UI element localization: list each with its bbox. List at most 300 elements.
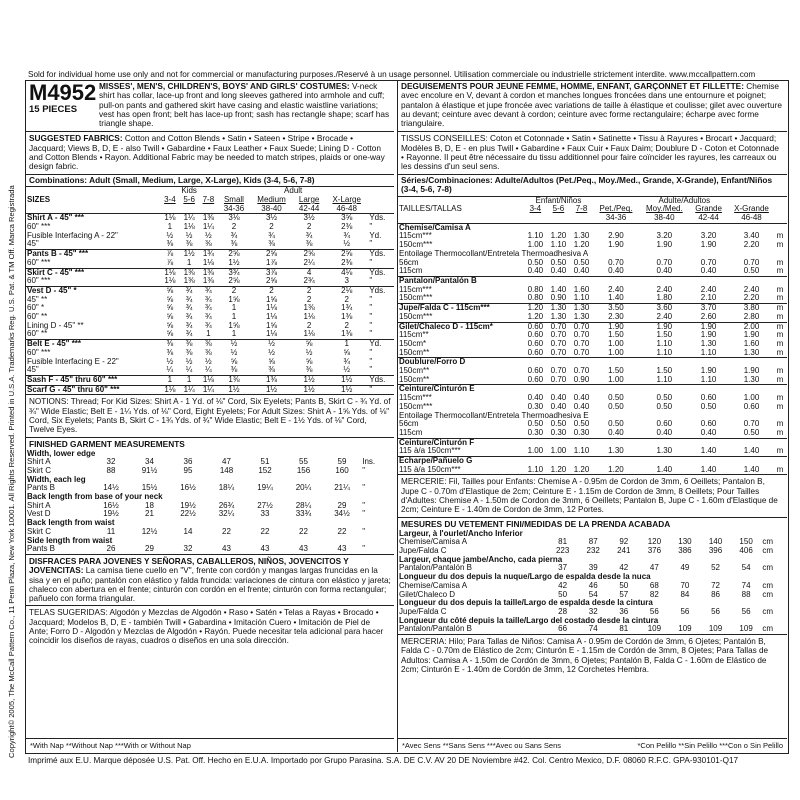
cell-value: 109 [647, 624, 662, 634]
cell-value: 1.60 [743, 338, 760, 348]
cell-value: 1⅛ [164, 384, 176, 394]
copyright-text: Copyright© 2005, The McCall Pattern Co., 11 Penn Plaza, New York 10001. All Rights Reserved. Printed in U.S.A. Trademarks Reg. U.S. Pat. & TM Off. Marca Registrada [7, 185, 16, 758]
cell-value: ⅜ [205, 339, 212, 349]
suggested-fabrics [26, 132, 394, 174]
row-label: Pants B - 45" *** [27, 249, 89, 259]
cell-value: 130 [678, 537, 692, 547]
size-header: 7-8 [575, 204, 588, 214]
cell-value: 0.40 [573, 393, 590, 403]
row-label: 115 à/a 150cm*** [399, 446, 461, 456]
size-header: 3-4 [529, 204, 542, 214]
cell-value: ¾ [185, 312, 193, 322]
size-header: 3-4 [164, 194, 176, 204]
cell-value: 81 [558, 537, 568, 547]
table-row [398, 304, 787, 313]
tissus-conseilles: TISSUS CONSEILLES: Coton et Cotonnade • Satin • Satinette • Tissu à Rayures • Brocart • Jacquard; Modèles B, D, E - en plus Twill • Gabardine • Faux Cuir • Faux Daim; Doublure D - Coton et Cotonnade • Rayonne. Il peut être nécessaire du tissu additionnel pour faire coïncider les rayures, les carreaux ou les dessins d'un seul sens. [398, 132, 787, 174]
size-header: Moy./Med. [645, 204, 683, 214]
cell-value: 59 [337, 457, 347, 467]
size-header [547, 214, 570, 223]
row-label: 150cm*** [399, 293, 433, 303]
cell-value: 0.40 [527, 393, 544, 403]
cell-value: 0.50 [573, 257, 590, 267]
size-header: Large [298, 194, 320, 204]
size-header: 42-44 [298, 203, 320, 213]
unit-label: m [776, 303, 784, 313]
unit-label: " [362, 509, 366, 519]
unit-label: " [369, 276, 373, 286]
row-label: 56cm [399, 419, 419, 429]
row-label: Scarf G - 45" thru 60" *** [27, 384, 120, 394]
cell-value: 1.00 [527, 240, 544, 250]
row-label: 150cm* [399, 338, 427, 348]
pattern-description-text: V-neck shirt has collar, lace-up front and long sleeves gathered into armhole and cuff; pull-on pants and gathered skirt have casing and elastic waistline variations; vest has open front; belt has lace-up front; sash has rectangle shape; scarf has triangle shape. [99, 81, 390, 129]
cell-value: ⅜ [268, 365, 275, 375]
copyright-sidebar [0, 80, 24, 760]
cell-value: 50 [558, 589, 568, 599]
cell-value: 1.10 [656, 338, 673, 348]
cell-value: 12½ [141, 526, 158, 536]
cell-value: 0.40 [608, 427, 624, 437]
unit-label: m [776, 401, 784, 411]
cell-value: 1.40 [743, 446, 760, 456]
cell-value: 1⅝ [265, 294, 278, 304]
adult-header: Adult [284, 186, 303, 196]
cell-value: 1⅜ [341, 329, 353, 339]
cell-value: 232 [586, 546, 600, 556]
row-label: Ceinture/Cinturón E [399, 384, 475, 394]
row-label: 115cm** [399, 330, 429, 340]
cell-value: ⅝ [166, 312, 174, 322]
unit-label: Yds. [369, 267, 386, 277]
table-row [398, 232, 787, 241]
row-label: Vest D [27, 509, 51, 519]
cell-value: 0.60 [527, 330, 544, 340]
pattern-description [99, 82, 394, 128]
row-label: Skirt C [27, 526, 51, 536]
unit-label: m [776, 311, 784, 321]
cell-value: 22½ [180, 509, 196, 519]
row-label: Lining D - 45" ** [27, 320, 84, 330]
cell-value: 1½ [303, 384, 315, 394]
cell-value: 1.40 [743, 464, 760, 474]
cell-value: 1.90 [700, 321, 717, 331]
unit-label: " [369, 384, 373, 394]
cell-value: 0.50 [527, 419, 544, 429]
cell-value: 1 [167, 221, 173, 231]
unit-label: " [369, 312, 373, 322]
cell-value: 43 [299, 544, 308, 554]
unit-spacer [368, 196, 394, 205]
cell-value: 0.80 [527, 293, 544, 303]
unit-label: m [776, 446, 784, 456]
cell-value: ⅝ [166, 303, 174, 313]
cell-value: 0.60 [527, 338, 544, 348]
unit-label: cm [762, 537, 774, 547]
cell-value: 3.60 [656, 303, 673, 313]
cell-value: 120 [647, 537, 662, 547]
cell-value: ⅜ [205, 239, 212, 249]
row-label: Pantalon/Pantalón B [399, 624, 472, 634]
unit-label: " [369, 294, 373, 304]
cell-value: 54 [588, 589, 598, 599]
unit-label: Yds. [369, 213, 386, 223]
cell-value: 29 [145, 544, 154, 554]
row-label: Ceinture/Cinturón F [399, 437, 475, 447]
cell-value: 0.40 [656, 266, 673, 276]
cell-value: 2.30 [608, 311, 624, 321]
cell-value: 1.10 [700, 347, 717, 357]
cell-value: 2.20 [743, 293, 760, 303]
cell-value: 3.70 [700, 303, 717, 313]
table-row [398, 394, 787, 403]
row-label: Chemise/Camisa A [399, 580, 468, 590]
mesures-title: MESURES DU VETEMENT FINI/MEDIDAS DE LA PRENDA ACABADA [398, 517, 787, 530]
cell-value: 1.40 [700, 464, 717, 474]
row-label: Jupe/Falda C - 115cm*** [399, 303, 490, 313]
row-label: Shirt A - 45" *** [27, 213, 84, 223]
cell-value: 1.40 [608, 293, 624, 303]
cell-value: 50 [619, 580, 629, 590]
cell-value: 2 [306, 320, 312, 330]
cell-value: 160 [335, 465, 349, 475]
tailles-label: TAILLES/TALLAS [399, 204, 462, 214]
unit-label: " [369, 365, 373, 375]
cell-value: 3.20 [656, 231, 673, 241]
cell-value: 88 [741, 589, 751, 599]
row-label: 45" [27, 239, 39, 249]
cell-value: 1.50 [656, 366, 673, 376]
cell-value: ⅝ [268, 356, 275, 366]
cell-value: 2 [231, 285, 237, 295]
unit-label: m [776, 257, 784, 267]
cell-value: 1⅛ [202, 257, 214, 267]
cell-value: 3 [344, 276, 349, 286]
cell-value: 3⅝ [341, 213, 353, 223]
cell-value: 1.30 [550, 303, 567, 313]
section-label: Side length from waist [27, 535, 113, 545]
cell-value: 0.70 [700, 257, 717, 267]
cell-value: 0.50 [700, 401, 717, 411]
sizes-label: SIZES [27, 194, 51, 204]
cell-value: 0.50 [608, 401, 624, 411]
cell-value: 54 [741, 563, 751, 573]
row-label: Pants B [27, 544, 56, 554]
cell-value: 1.00 [608, 347, 624, 357]
cell-value: ¼ [185, 365, 193, 375]
section-label: Largeur, chaque jambe/Ancho, cada pierna [399, 554, 563, 564]
cell-value: 1¼ [202, 384, 214, 394]
cell-value: 19¼ [257, 483, 273, 493]
unit-label: m [776, 231, 784, 241]
french-description [398, 80, 787, 132]
cell-value: ¼ [205, 365, 212, 375]
cell-value: 20¼ [295, 483, 312, 493]
cell-value: 0.40 [573, 401, 590, 411]
cell-value: 0.40 [527, 266, 544, 276]
cell-value: 1.30 [573, 311, 590, 321]
cell-value: 15½ [141, 483, 158, 493]
unit-label: m [776, 464, 784, 474]
cell-value: ¾ [230, 230, 238, 240]
row-label: Entoilage Thermocollant/Entretela Thermoadhesiva E [399, 410, 589, 420]
cell-value: 0.60 [700, 419, 717, 429]
cell-value: 0.60 [527, 347, 544, 357]
cell-value: 33¾ [295, 509, 312, 519]
cell-value: 1 [231, 329, 237, 339]
finished-measurements-title: FINISHED GARMENT MEASUREMENTS [26, 437, 394, 450]
unit-label: " [362, 500, 366, 510]
cell-value: 56 [649, 606, 659, 616]
unit-label: cm [762, 563, 774, 573]
kids-header: Kids [181, 186, 197, 196]
cell-value: 14 [183, 526, 193, 536]
cell-value: 1¾ [202, 249, 214, 259]
cell-value: 3.40 [743, 231, 760, 241]
mercerie: MERCERIE: Fil, Tailles pour Enfants: Chemise A - 0.95m de Cordon de 3mm, 6 Oeillets; Pantalon B, Jupe C - 0.70m d'Elastique de 2cm; Ceinture E - 1.15m de Cordon de 3mm, 8 Oeillets; Pour Tailles d'Adultes: Chemise A - 1.50m de Cordon de 3mm, 6 Oeillets; Pantalon B, Jupe C - 1.60m d'Elastique de 2cm; Ceinture E - 1.40m de Cordon de 3mm, 12 Portes. [398, 474, 787, 516]
cell-value: ⅜ [185, 239, 193, 249]
cell-value: ⅝ [166, 285, 174, 295]
unit-label: m [776, 240, 784, 250]
french-description-text: Chemise avec encolure en V, devant à cordon et manches longues froncées dans une entournure et poignet; pantalon à élastique et jupe froncée avec variations de taille à élastique et coulisse; gilet avec ouverture au devant; ceinture avec devant à cordon; ceinture avec forme rectangulaire; écharpe avec forme triangulaire. [401, 81, 782, 129]
cell-value: 2⅝ [265, 276, 278, 286]
cell-value: 1¼ [183, 384, 195, 394]
row-label: 60" *** [27, 221, 51, 231]
cell-value: 1 [206, 329, 211, 339]
cell-value: 1½ [265, 384, 278, 394]
cell-value: 1.20 [573, 240, 590, 250]
cell-value: 16½ [103, 500, 119, 510]
cell-value: 2 [269, 285, 274, 295]
cell-value: 1.60 [573, 284, 590, 294]
row-label: Vest D - 45" * [27, 285, 77, 295]
cell-value: 43 [222, 544, 231, 554]
cell-value: 1.20 [527, 311, 544, 321]
cell-value: 2⅜ [341, 257, 353, 267]
cell-value: 22 [337, 526, 347, 536]
cell-value: 0.30 [550, 427, 567, 437]
cell-value: 2.00 [743, 321, 760, 331]
unit-label: m [776, 419, 784, 429]
cell-value: 2.20 [743, 240, 760, 250]
row-label: Skirt C - 45" *** [27, 267, 85, 277]
cell-value: 1⅛ [183, 221, 195, 231]
size-header: 5-6 [552, 204, 565, 214]
row-label: 150cm** [399, 347, 430, 357]
cell-value: 27½ [257, 500, 273, 510]
size-header: 42-44 [698, 213, 719, 223]
cell-value: 1.90 [700, 330, 717, 340]
usage-notice: Sold for individual home use only and not for commercial or manufacturing purposes./Reservé à un usage personnel. Utilisation commerciale ou industrielle strictement interdite. www.mccallpattern.com [28, 70, 756, 79]
cell-value: 91½ [141, 465, 158, 475]
cell-value: 1.90 [743, 330, 760, 340]
cell-value: 150 [739, 537, 753, 547]
cell-value: ⅝ [343, 347, 351, 357]
cell-value: 1.00 [743, 393, 760, 403]
cell-value: 0.50 [550, 257, 567, 267]
cell-value: 2⅜ [341, 221, 353, 231]
cell-value: 109 [739, 624, 753, 634]
unit-label: " [369, 239, 373, 249]
cell-value: 241 [617, 546, 631, 556]
cell-value: 1.20 [550, 231, 567, 241]
cell-value: 0.70 [573, 330, 590, 340]
cell-value: ⅞ [166, 249, 174, 259]
cell-value: 2 [306, 221, 312, 231]
cell-value: ⅜ [230, 365, 238, 375]
spanish-description-text: La camisa tiene cuello en "V", frente con cordón y mangas largas fruncidas en la sisa y en el puño; pantalón con elástico y falda fruncida: variaciones de cintura con elástico y jareta; chaleco con abertura en el frente; cinturón con cordón en el frente; cinturón con forma rectangular; pañuelo con forma triangular. [29, 566, 391, 604]
cell-value: 51 [260, 457, 270, 467]
table-row [26, 385, 394, 394]
row-label: Doublure/Forro D [399, 357, 466, 367]
row-label: Echarpe/Pañuelo G [399, 456, 473, 466]
unit-spacer [776, 214, 787, 223]
cell-value: 0.40 [573, 266, 590, 276]
cell-value: 1.40 [550, 284, 567, 294]
cell-value: ½ [166, 356, 174, 366]
row-label: Chemise/Camisa A [399, 222, 471, 232]
row-label: 45" ** [27, 294, 48, 304]
cell-value: 1⅛ [265, 329, 278, 339]
size-header: Small [223, 194, 244, 204]
cell-value: 22 [260, 526, 270, 536]
table-row [398, 367, 787, 376]
french-title: DEGUISEMENTS POUR JEUNE FEMME, HOMME, ENFANT, GARÇONNET ET FILLETTE: [401, 81, 744, 91]
cell-value: 21¼ [334, 483, 350, 493]
cell-value: 1⅛ [265, 303, 278, 313]
cell-value: 1.30 [743, 347, 760, 357]
cell-value: 0.60 [743, 401, 760, 411]
cell-value: ½ [343, 365, 351, 375]
cell-value: 1.00 [608, 374, 624, 384]
cell-value: 88 [106, 465, 116, 475]
cell-value: 72 [711, 580, 720, 590]
cell-value: 28 [558, 606, 568, 616]
cell-value: 1⅞ [265, 257, 278, 267]
cell-value: 152 [258, 465, 272, 475]
cell-value: 3.80 [743, 303, 760, 313]
cell-value: 2⅛ [341, 285, 353, 295]
cell-value: 1.20 [573, 464, 590, 474]
cell-value: 2¾ [303, 276, 315, 286]
cell-value: 1⅜ [183, 276, 195, 286]
cell-value: 1½ [228, 257, 240, 267]
cell-value: ½ [268, 347, 275, 357]
table-row [398, 223, 787, 232]
cell-value: ½ [230, 347, 238, 357]
row-label: Entoilage Thermocollant/Entretela Thermoadhesiva A [399, 248, 589, 258]
cell-value: 386 [678, 546, 692, 556]
cell-value: 1.00 [550, 446, 567, 456]
row-label: Shirt A [27, 457, 51, 467]
row-label: Chemise/Camisa A [399, 537, 468, 547]
cell-value: 1⅛ [202, 374, 214, 384]
cell-value: 2.90 [608, 231, 624, 241]
table-row [398, 420, 787, 429]
row-label: Belt E - 45" *** [27, 339, 82, 349]
cell-value: 1.50 [608, 366, 624, 376]
cell-value: 1⅜ [303, 303, 315, 313]
row-label: 60" *** [27, 257, 51, 267]
unit-label: " [362, 465, 366, 475]
cell-value: 1⅜ [202, 276, 214, 286]
size-header: Grande [695, 204, 722, 214]
size-header: Medium [257, 194, 286, 204]
unit-label: Ins. [362, 457, 376, 467]
cell-value: 0.50 [608, 393, 624, 403]
cell-value: 2 [269, 221, 274, 231]
unit-label: Yds. [369, 249, 386, 259]
cell-value: 14½ [103, 483, 119, 493]
cell-value: 28¼ [295, 500, 312, 510]
unit-label: m [776, 321, 784, 331]
cell-value: 1.90 [743, 366, 760, 376]
cell-value: ½ [185, 356, 193, 366]
cell-value: 1.00 [527, 446, 544, 456]
cell-value: 0.50 [743, 427, 760, 437]
cell-value: ¾ [268, 230, 275, 240]
table-row [398, 313, 787, 322]
unit-label: " [369, 257, 373, 267]
unit-label: Yd. [369, 339, 382, 349]
cell-value: 2.40 [743, 284, 760, 294]
cell-value: 86 [711, 589, 720, 599]
cell-value: 1¼ [202, 221, 214, 231]
cell-value: 0.90 [550, 293, 567, 303]
cell-value: 0.40 [550, 401, 567, 411]
cell-value: 1.10 [527, 231, 544, 241]
cell-value: ⅞ [166, 257, 174, 267]
yardage-table [26, 187, 394, 394]
cell-value: 0.70 [608, 257, 624, 267]
cell-value: 1.30 [550, 311, 567, 321]
row-label: Gilet/Chaleco D [399, 589, 456, 599]
cell-value: 68 [649, 580, 659, 590]
unit-label: m [776, 330, 784, 340]
cell-value: ⅜ [166, 347, 174, 357]
cell-value: 1.90 [608, 240, 624, 250]
cell-value: 1½ [341, 374, 353, 384]
cell-value: 4⅛ [341, 267, 353, 277]
cell-value: 36 [183, 457, 193, 467]
cell-value: 32 [183, 544, 193, 554]
cell-value: ⅝ [230, 356, 238, 366]
cell-value: 66 [558, 624, 568, 634]
cell-value: 34½ [334, 509, 350, 519]
cell-value: 1 [186, 374, 192, 384]
legend-fr: *Avec Sens **Sans Sens ***Avec ou Sans Sens [402, 741, 561, 750]
cell-value: ⅜ [185, 347, 193, 357]
table-row [398, 412, 787, 421]
cell-value: 2¼ [303, 257, 315, 267]
section-label: Width, lower edge [27, 448, 96, 458]
cell-value: 1⅜ [265, 374, 278, 384]
nap-legend-text: *With Nap **Without Nap ***With or Without Nap [30, 741, 191, 750]
cell-value: 148 [219, 465, 234, 475]
cell-value: ¾ [305, 230, 313, 240]
cell-value: 0.60 [527, 321, 544, 331]
cell-value: 0.70 [550, 366, 567, 376]
cell-value: 1.30 [743, 374, 760, 384]
cell-value: 19½ [180, 500, 196, 510]
cell-value: 1.10 [527, 464, 544, 474]
cell-value: 16½ [180, 483, 196, 493]
cell-value: 0.70 [550, 347, 567, 357]
cell-value: 1 [231, 303, 237, 313]
cell-value: 0.30 [527, 427, 544, 437]
cell-value: 3½ [265, 213, 278, 223]
pattern-header [26, 80, 394, 132]
section-label: Width, each leg [27, 474, 86, 484]
